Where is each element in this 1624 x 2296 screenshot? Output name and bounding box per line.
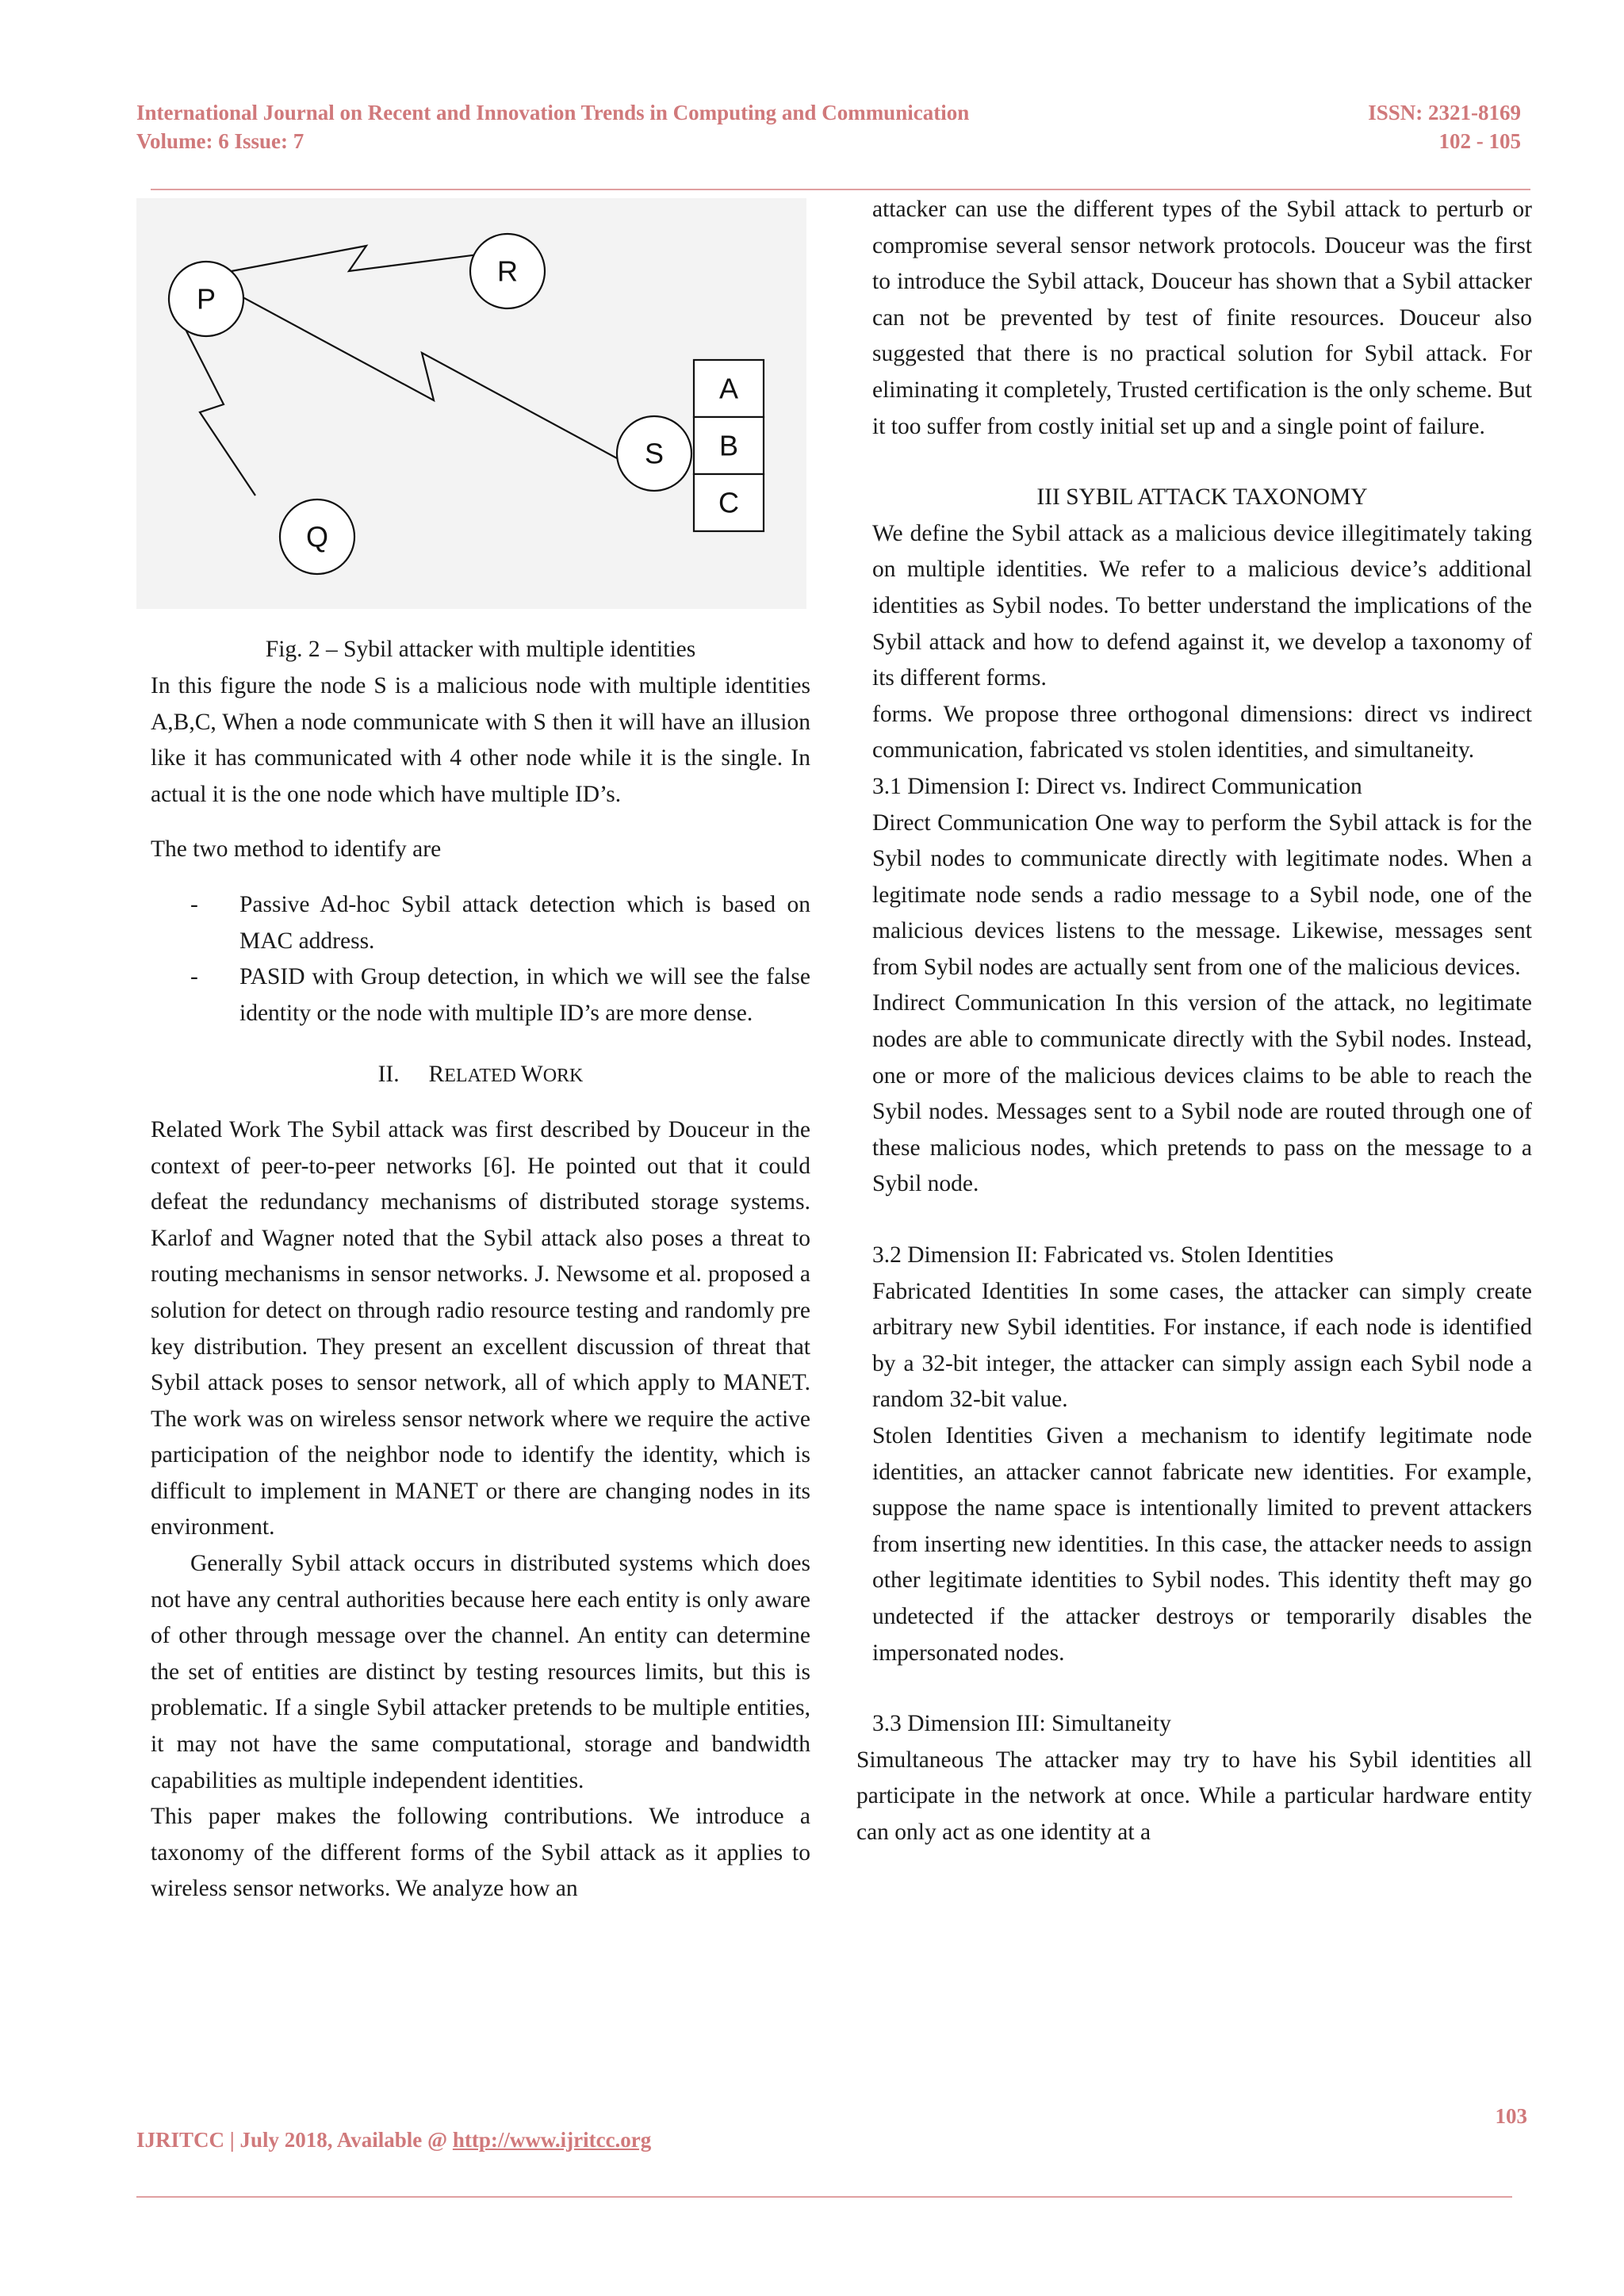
direct-communication-paragraph: Direct Communication One way to perform the Sybil attack is for the Sybil nodes to communicate directly with legitimate nodes. When a legitimate node sends a radio message to a Sybil node, one of the malicious devices listens to the message. Likewise, messages sent from Sybil nodes are actually sent from one of the malicious devices.	[872, 809, 1532, 980]
volume-issue: Volume: 6 Issue: 7	[136, 129, 304, 153]
identity-b-label: B	[718, 429, 739, 462]
right-column	[856, 192, 1532, 1851]
douceur-paragraph: attacker can use the different types of the Sybil attack to perturb or compromise several sensor network protocols. Douceur was the first to introduce the Sybil attack, Douceur has shown that a Sybil attacker can not be prevented by test of finite resources. Douceur also suggested that there is no practical solution for Sybil attack. For eliminating it completely, Trusted certification is the only scheme. But it too suffer from costly initial set up and a single point of failure.	[872, 197, 1532, 439]
bullet-text: PASID with Group detection, in which we will see the false identity or the node with multiple ID’s are more dense.	[239, 964, 810, 1026]
node-q-label: Q	[305, 520, 329, 553]
indirect-communication-paragraph: Indirect Communication In this version of the attack, no legitimate nodes are able to communicate directly with the Sybil nodes. Instead, one or more of the malicious devices claims to be able to reach the Sybil nodes. Messages sent to a Sybil node are routed through one of these malicious nodes, which pretends to pass on the message to a Sybil node.	[872, 990, 1532, 1197]
subheading-dimension-3: 3.3 Dimension III: Simultaneity	[872, 1711, 1171, 1737]
figure-caption: Fig. 2 – Sybil attacker with multiple identities	[265, 637, 696, 662]
bullet-text: Passive Ad-hoc Sybil attack detection which is based on MAC address.	[239, 891, 810, 954]
journal-title: International Journal on Recent and Innovation Trends in Computing and Communication	[136, 101, 970, 124]
journal-link[interactable]: http://www.ijritcc.org	[452, 2128, 652, 2152]
subheading-dimension-2: 3.2 Dimension II: Fabricated vs. Stolen Identities	[872, 1242, 1334, 1269]
related-work-paragraph: Related Work The Sybil attack was first described by Douceur in the context of peer-to-peer networks [6]. He pointed out that it could defeat the redundancy mechanisms of distributed storage systems. Karlof and Wagner noted that the Sybil attack also poses a threat to routing mechanisms in sensor networks. J. Newsome et al. proposed a solution for detect on through radio resource testing and randomly pre key distribution. They present an excellent discussion of threat that Sybil attack poses to sensor network, all of which apply to MANET. The work was on wireless sensor network where we require the active participation of the neighbor node to identify the identity, which is difficult to implement in MANET or there are changing nodes in its environment.	[151, 1116, 810, 1540]
bullet-marker: -	[190, 964, 198, 990]
list-item	[151, 887, 810, 959]
node-r-label: R	[497, 254, 518, 288]
dimensions-paragraph: forms. We propose three orthogonal dimensions: direct vs indirect communication, fabricated vs stolen identities, and simultaneity.	[872, 701, 1532, 763]
heading-cap-w: W	[520, 1062, 543, 1088]
bullet-marker: -	[190, 891, 198, 917]
section-number: II.	[377, 1062, 400, 1088]
fabricated-identities-paragraph: Fabricated Identities In some cases, the attacker can simply create arbitrary new Sybil identities. For instance, if each node is identified by a 32-bit integer, the attacker can simply assign each Sybil node a random 32-bit value.	[872, 1278, 1532, 1413]
list-item	[151, 959, 810, 1031]
page-footer	[136, 2128, 651, 2152]
issn: ISSN: 2321-8169	[1368, 101, 1521, 124]
definition-paragraph: We define the Sybil attack as a malicious device illegitimately taking on multiple identities. We refer to a malicious device’s additional identities as Sybil nodes. To better understand the implications of the Sybil attack and how to defend against it, we develop a taxonomy of its different forms.	[872, 520, 1532, 691]
methods-intro: The two method to identify are	[151, 836, 442, 863]
section-heading-related-work	[151, 1057, 810, 1095]
heading-cap-r: R	[428, 1062, 445, 1088]
sybil-general-paragraph: Generally Sybil attack occurs in distributed systems which does not have any central authorities because here each entity is only aware of other through message over the channel. An entity can determine the set of entities are distinct by testing resources limits, but this is problematic. If a single Sybil attacker pretends to be multiple entities, it may not have the same computational, storage and bandwidth capabilities as multiple independent identities.	[151, 1551, 810, 1793]
contributions-paragraph: This paper makes the following contributions. We introduce a taxonomy of the different forms of the Sybil attack as it applies to wireless sensor networks. We analyze how an	[151, 1804, 810, 1902]
identity-c-label: C	[718, 486, 739, 519]
methods-list	[151, 887, 810, 1031]
node-s-label: S	[644, 437, 665, 470]
sybil-figure	[136, 198, 806, 609]
link-p-r	[206, 246, 515, 276]
header-rule	[151, 189, 1530, 190]
page-range: 102 - 105	[1438, 129, 1521, 153]
figure-explanation: In this figure the node S is a malicious node with multiple identities A,B,C, When a node communicate with S then it will have an illusion like it has communicated with 4 other node while it is the single. In actual it is the one node which have multiple ID’s.	[151, 673, 810, 807]
stolen-identities-paragraph: Stolen Identities Given a mechanism to identify legitimate node identities, an attacker cannot fabricate new identities. For example, suppose the name space is intentionally limited to prevent attackers from inserting new identities. In this case, the attacker needs to assign other legitimate identities to Sybil nodes. This identity theft may go undetected if the attacker destroys or temporarily disables the impersonated nodes.	[872, 1423, 1532, 1666]
heading-small-elated: ELATED	[444, 1066, 521, 1087]
sybil-diagram	[136, 198, 806, 609]
node-p-label: P	[196, 282, 216, 316]
footer-rule	[136, 2196, 1512, 2198]
subheading-dimension-1: 3.1 Dimension I: Direct vs. Indirect Communication	[872, 773, 1362, 799]
link-p-s	[206, 277, 617, 458]
simultaneous-paragraph: Simultaneous The attacker may try to have his Sybil identities all participate in the network at once. While a particular hardware entity can only act as one identity at a	[856, 1747, 1532, 1845]
footer-text: IJRITCC | July 2018, Available @	[136, 2128, 453, 2152]
page-number: 103	[1495, 2104, 1527, 2128]
heading-small-ork: ORK	[542, 1066, 584, 1087]
page-header	[136, 98, 1521, 155]
left-column	[151, 668, 810, 1908]
identity-a-label: A	[718, 372, 739, 405]
section-heading-taxonomy: III SYBIL ATTACK TAXONOMY	[1036, 484, 1368, 511]
